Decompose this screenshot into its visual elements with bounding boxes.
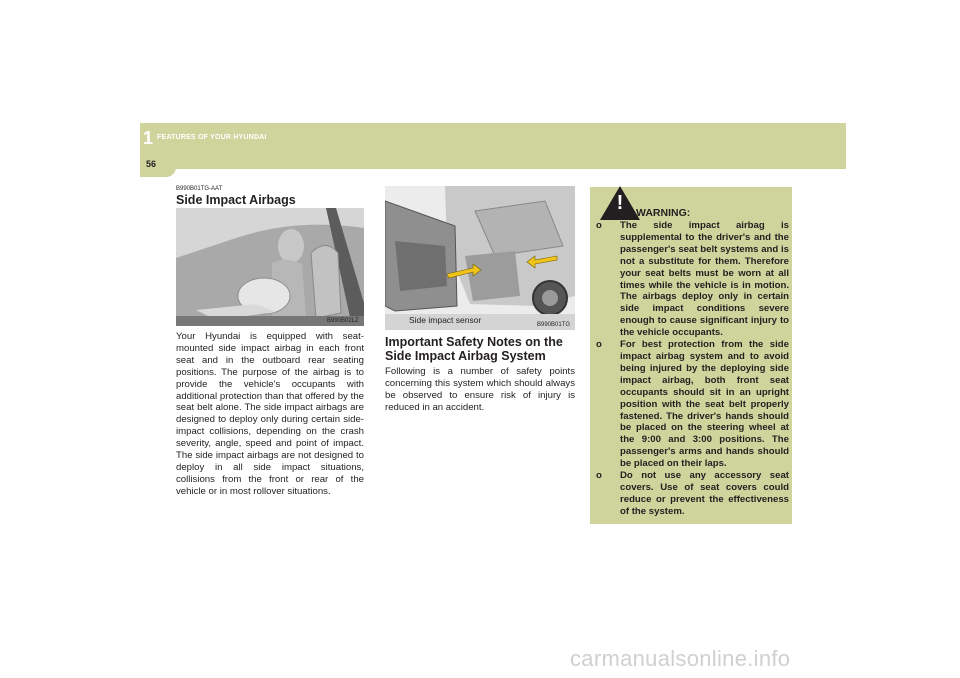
car-door-illustration	[385, 186, 575, 330]
exclamation-icon: !	[616, 192, 624, 214]
warning-item	[596, 339, 789, 470]
chapter-title: FEATURES OF YOUR HYUNDAI	[157, 134, 267, 141]
header-band	[140, 123, 846, 169]
section-code: B990B01TG-AAT	[176, 186, 223, 192]
warning-item-text: The side impact airbag is supplemental to the driver's and the passenger's seat belt systems and is not a substitute for them. Therefore your seat belts must be worn at all times while the vehicle is in motion. The airbags deploy only in certain side impact conditions severe enough to cause significant injury to the vehicle occupants.	[620, 220, 789, 339]
sensor-photo	[385, 186, 575, 330]
warning-list	[596, 220, 789, 518]
section-title: Side Impact Airbags	[176, 193, 296, 207]
image-code-2: B990B01TG	[537, 322, 571, 328]
warning-item-text: Do not use any accessory seat covers. Use of seat covers could reduce or prevent the effectiveness of the system.	[620, 470, 789, 517]
airbag-photo	[176, 208, 364, 326]
warning-item	[596, 470, 789, 518]
safety-notes-body: Following is a number of safety points concerning this system which should always be observed to ensure risk of injury is reduced in an accident.	[385, 366, 575, 413]
warning-title: WARNING:	[636, 207, 691, 219]
warning-item	[596, 220, 789, 339]
airbag-illustration	[176, 208, 364, 326]
image-code: B990B02LZ	[327, 318, 359, 324]
bullet-icon: o	[596, 220, 602, 231]
image-caption: Side impact sensor	[409, 315, 482, 325]
warning-item-text: For best protection from the side impact airbag system and to avoid being injured by the deploying side impact airbag, both front seat occupants should sit in an upright position with the seat belt properly fastened. The driver's hands should be placed on the steering wheel at the 9:00 and 3:00 positions. The passenger's arms and hands should be placed on their laps.	[620, 339, 789, 470]
page-number: 56	[146, 159, 157, 169]
section-body: Your Hyundai is equipped with seat-mounted side impact airbag in each front seat and in the outboard rear seating positions. The purpose of the airbag is to provide the vehicle's occupants with additional protection than that offered by the seat belt alone. The side impact airbags are designed to deploy only during certain side-impact collisions, depending on the crash severity, angle, speed and point of impact. The side impact airbags are not designed to deploy in all side impact situations, collisions from the front or rear of the vehicle or in most rollover situations.	[176, 331, 364, 497]
bullet-icon: o	[596, 339, 602, 351]
bullet-icon: o	[596, 470, 602, 482]
watermark: carmanualsonline.info	[570, 646, 791, 671]
safety-notes-title: Important Safety Notes on the Side Impact Airbag System	[385, 335, 563, 363]
chapter-number: 1	[143, 128, 154, 148]
